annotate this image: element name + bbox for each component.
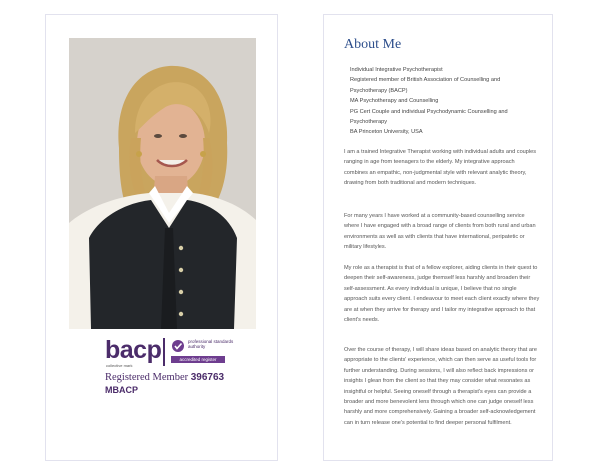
psa-check-icon [171,339,185,353]
page-title: About Me [344,37,402,52]
registered-member-label: Registered Member [105,372,189,383]
psa-label: professional standards authority [188,339,234,349]
accredited-register-label: accredited register [171,356,225,363]
qualifications-list [350,65,540,138]
about-paragraph: My role as a therapist is that of a fellow explorer, aiding clients in their quest to deepen their self-awareness, judge themself less harshly and broaden their self-assessment. As every individual is unique, I believe that no single approach suits every client. I endeavour to meet each client exactly where they are at when they arrive for therapy and I tailor my integrative approach to that client's needs. [344,265,540,324]
about-paragraph: I am a trained Integrative Therapist working with individual adults and couples ranging in age from teenagers to the elderly. My integrative approach combines an empathic, non-judgmental style with relevant analytic theory, drawing from both traditional and modern techniques. [344,149,537,187]
bacp-badge [105,337,265,397]
qualification-item: PG Cert Couple and individual Psychodynamic Counselling and [350,108,508,115]
therapist-portrait [69,38,256,329]
about-panel [323,14,553,461]
member-number: 396763 [190,372,225,383]
about-paragraph: For many years I have worked at a community-based counselling service where I have engaged with a broad range of clients from both rural and urban environments as well as with clients that have international, peripatetic or military lifestyles. [344,213,536,251]
qualification-item: Psychotherapy (BACP) [350,87,408,94]
qualification-item: Individual Integrative Psychotherapist [350,67,443,73]
bacp-logo: bacp [105,336,162,364]
collective-mark-label: collective mark [106,363,133,368]
qualification-item: BA Princeton University, USA [350,129,423,136]
badge-divider [163,338,165,366]
membership-label: MBACP [105,385,138,395]
qualification-item: Registered member of British Association of Counselling and [350,77,501,84]
qualification-item: Psychotherapy [350,119,388,126]
about-paragraph: Over the course of therapy, I will share ideas based on analytic theory that are appropriate to the clients' experience, which can then serve as useful tools for further understanding. During sessions, I will also reflect back impressions or insights I glean from the client so that they may consider what resonates as insightful or helpful. Seeing oneself through a therapist's eyes can provide a broader and more benevolent lens through which one can judge oneself less harshly and more comprehensively. Gaining a broader self-acknowledgement can in turn release one's potential to find deeper personal fulfilment. [344,347,537,426]
profile-panel [45,14,278,461]
registered-member-line [105,372,224,383]
qualification-item: MA Psychotherapy and Counselling [350,98,439,105]
